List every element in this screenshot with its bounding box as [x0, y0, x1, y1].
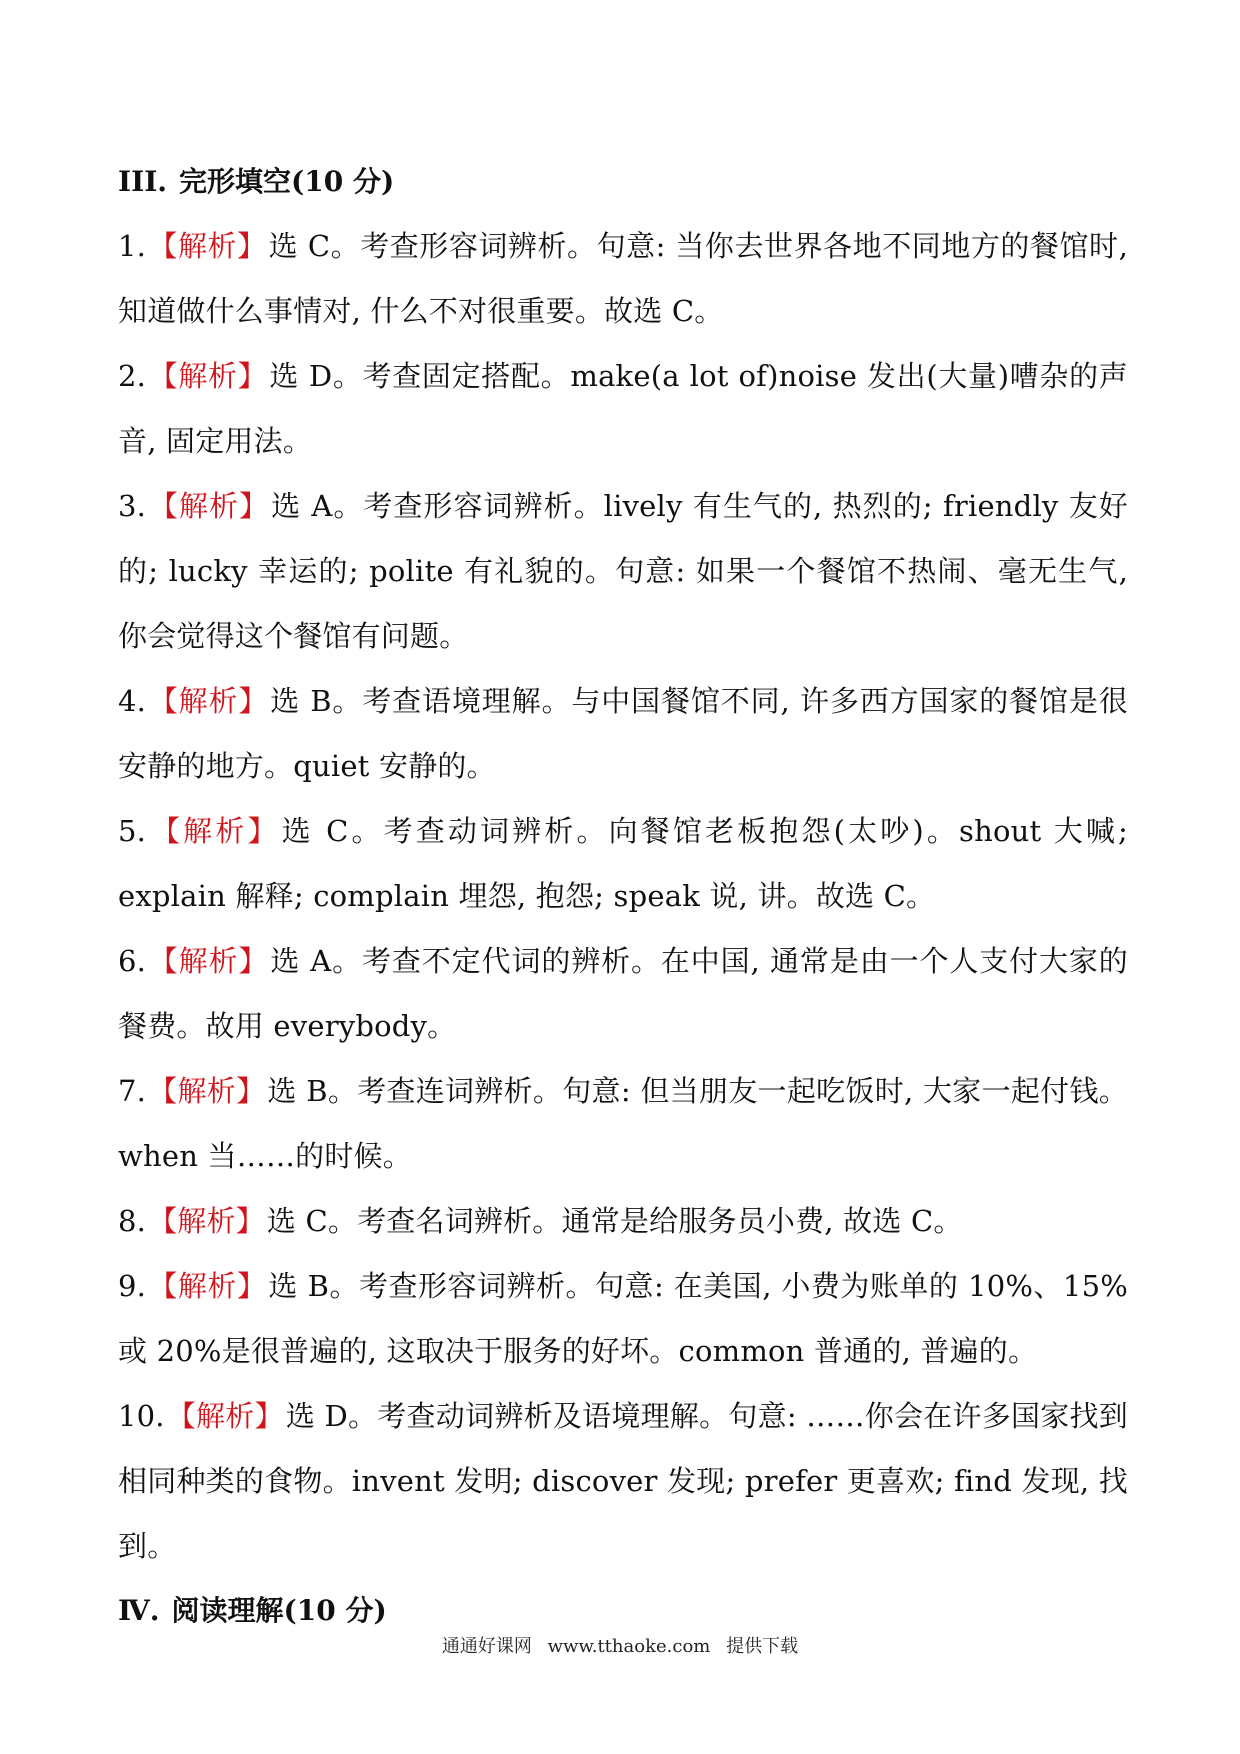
analysis-tag: 【解析】 — [166, 1399, 284, 1433]
footer-site-name: 通通好课网 — [441, 1636, 532, 1657]
answer-item-4 — [118, 669, 1128, 799]
answer-item-9 — [118, 1254, 1128, 1384]
analysis-tag: 【解析】 — [148, 1269, 267, 1303]
answer-item-5 — [118, 799, 1128, 929]
item-number: 8. — [118, 1204, 147, 1238]
item-number: 5. — [118, 814, 147, 848]
answer-item-6 — [118, 929, 1128, 1059]
analysis-tag: 【解析】 — [148, 944, 269, 978]
analysis-tag: 【解析】 — [148, 229, 267, 263]
answer-item-7 — [118, 1059, 1128, 1189]
item-text: 选 C。考查动词辨析。向餐馆老板抱怨(太吵)。shout 大喊; explain 解释; complain 埋怨, 抱怨; speak 说, 讲。故选 C。 — [118, 814, 1128, 913]
item-text: 选 B。考查连词辨析。句意: 但当朋友一起吃饭时, 大家一起付钱。when 当……的时候。 — [118, 1074, 1128, 1173]
analysis-tag: 【解析】 — [148, 1074, 266, 1108]
footer-url[interactable]: www.tthaoke.com — [547, 1636, 711, 1657]
answer-item-10 — [118, 1384, 1128, 1579]
analysis-tag: 【解析】 — [148, 1204, 265, 1238]
item-text: 选 C。考查形容词辨析。句意: 当你去世界各地不同地方的餐馆时, 知道做什么事情对, 什么不对很重要。故选 C。 — [118, 229, 1128, 328]
answer-item-2 — [118, 344, 1128, 474]
analysis-tag: 【解析】 — [148, 814, 280, 848]
item-number: 7. — [118, 1074, 147, 1108]
section-3-heading — [118, 150, 1128, 214]
item-text: 选 C。考查名词辨析。通常是给服务员小费, 故选 C。 — [266, 1204, 963, 1238]
item-text: 选 B。考查形容词辨析。句意: 在美国, 小费为账单的 10%、15%或 20%是很普遍的, 这取决于服务的好坏。common 普通的, 普遍的。 — [118, 1269, 1128, 1368]
page-footer — [0, 1632, 1240, 1658]
analysis-tag: 【解析】 — [148, 359, 268, 393]
answer-item-8 — [118, 1189, 1128, 1254]
item-text: 选 B。考查语境理解。与中国餐馆不同, 许多西方国家的餐馆是很安静的地方。quiet 安静的。 — [118, 684, 1128, 783]
answer-page — [118, 150, 1128, 1643]
analysis-tag: 【解析】 — [148, 489, 270, 523]
item-number: 1. — [118, 229, 147, 263]
analysis-tag: 【解析】 — [148, 684, 269, 718]
item-number: 6. — [118, 944, 147, 978]
answer-item-3 — [118, 474, 1128, 669]
item-number: 9. — [118, 1269, 147, 1303]
item-number: 10. — [118, 1399, 165, 1433]
footer-note: 提供下载 — [726, 1636, 799, 1657]
item-number: 4. — [118, 684, 147, 718]
item-text: 选 A。考查形容词辨析。lively 有生气的, 热烈的; friendly 友好的; lucky 幸运的; polite 有礼貌的。句意: 如果一个餐馆不热闹、毫无生气, 你会觉得这个餐馆有问题。 — [118, 489, 1128, 653]
section-3-number: III. — [118, 165, 168, 198]
item-number: 2. — [118, 359, 147, 393]
item-text: 选 D。考查动词辨析及语境理解。句意: ……你会在许多国家找到相同种类的食物。invent 发明; discover 发现; prefer 更喜欢; find 发现, 找到。 — [118, 1399, 1128, 1563]
section-4-title: 阅读理解(10 分) — [171, 1594, 387, 1627]
answer-item-1 — [118, 214, 1128, 344]
item-text: 选 A。考查不定代词的辨析。在中国, 通常是由一个人支付大家的餐费。故用 everybody。 — [118, 944, 1128, 1043]
section-3-title: 完形填空(10 分) — [179, 165, 395, 198]
item-number: 3. — [118, 489, 147, 523]
section-4-number: Ⅳ. — [118, 1594, 160, 1627]
item-text: 选 D。考查固定搭配。make(a lot of)noise 发出(大量)嘈杂的声音, 固定用法。 — [118, 359, 1128, 458]
